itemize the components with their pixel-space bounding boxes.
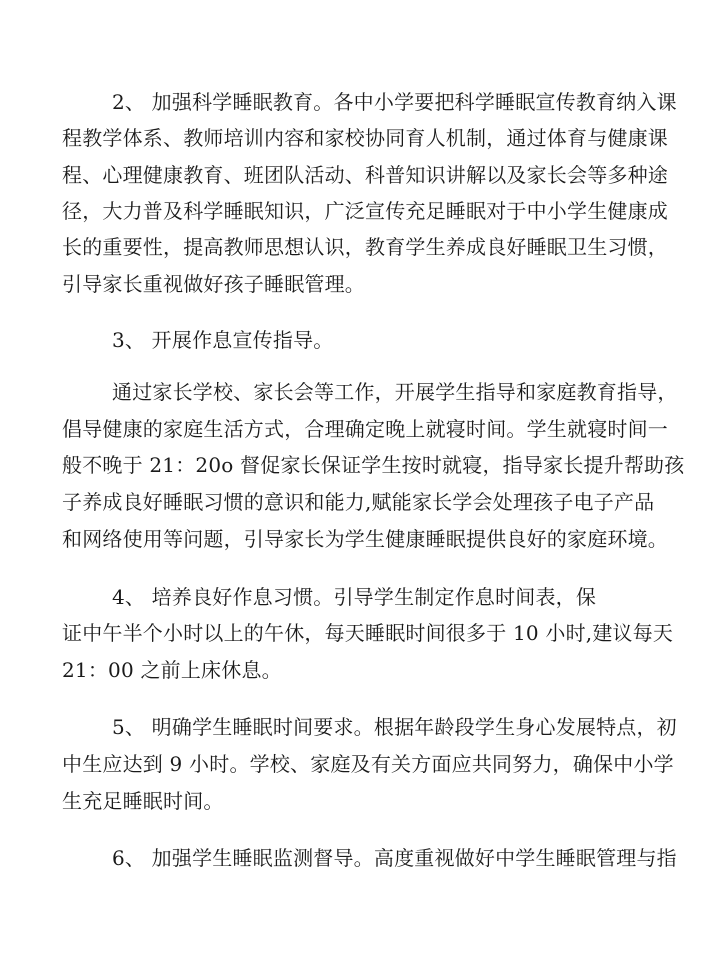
text-line: 长的重要性，提高教师思想认识，教育学生养成良好睡眠卫生习惯，: [62, 235, 668, 259]
text-line: 生充足睡眠时间。: [62, 789, 224, 813]
text-line: 倡导健康的家庭生活方式，合理确定晚上就寝时间。学生就寝时间一: [62, 417, 668, 441]
text-line: 证中午半个小时以上的午休，每天睡眠时间很多于 10 小时,建议每天: [62, 621, 674, 645]
text-line: 程教学体系、教师培训内容和家校协同育人机制，通过体育与健康课: [62, 126, 668, 150]
text-line: 21：00 之前上床休息。: [62, 658, 282, 682]
text-line: 中生应达到 9 小时。学校、家庭及有关方面应共同努力，确保中小学: [62, 752, 674, 776]
text-line: 引导家长重视做好孩子睡眠管理。: [62, 272, 365, 296]
text-line: 程、心理健康教育、班团队活动、科普知识讲解以及家长会等多种途: [62, 163, 668, 187]
text-line: 2、 加强科学睡眠教育。各中小学要把科学睡眠宣传教育纳入课: [112, 90, 677, 114]
text-line: 子养成良好睡眠习惯的意识和能力,赋能家长学会处理孩子电子产品: [62, 490, 655, 514]
text-line: 3、 开展作息宣传指导。: [112, 328, 334, 352]
text-line: 4、 培养良好作息习惯。引导学生制定作息时间表，保: [112, 585, 597, 609]
text-line: 5、 明确学生睡眠时间要求。根据年龄段学生身心发展特点，初: [112, 715, 677, 739]
text-line: 和网络使用等问题，引导家长为学生健康睡眠提供良好的家庭环境。: [62, 527, 668, 551]
text-line: 通过家长学校、家长会等工作，开展学生指导和家庭教育指导，: [112, 380, 678, 404]
text-line: 般不晚于 21：20o 督促家长保证学生按时就寝，指导家长提升帮助孩: [62, 453, 685, 477]
text-line: 6、 加强学生睡眠监测督导。高度重视做好中学生睡眠管理与指: [112, 846, 677, 870]
text-line: 径，大力普及科学睡眠知识，广泛宣传充足睡眠对于中小学生健康成: [62, 199, 668, 223]
